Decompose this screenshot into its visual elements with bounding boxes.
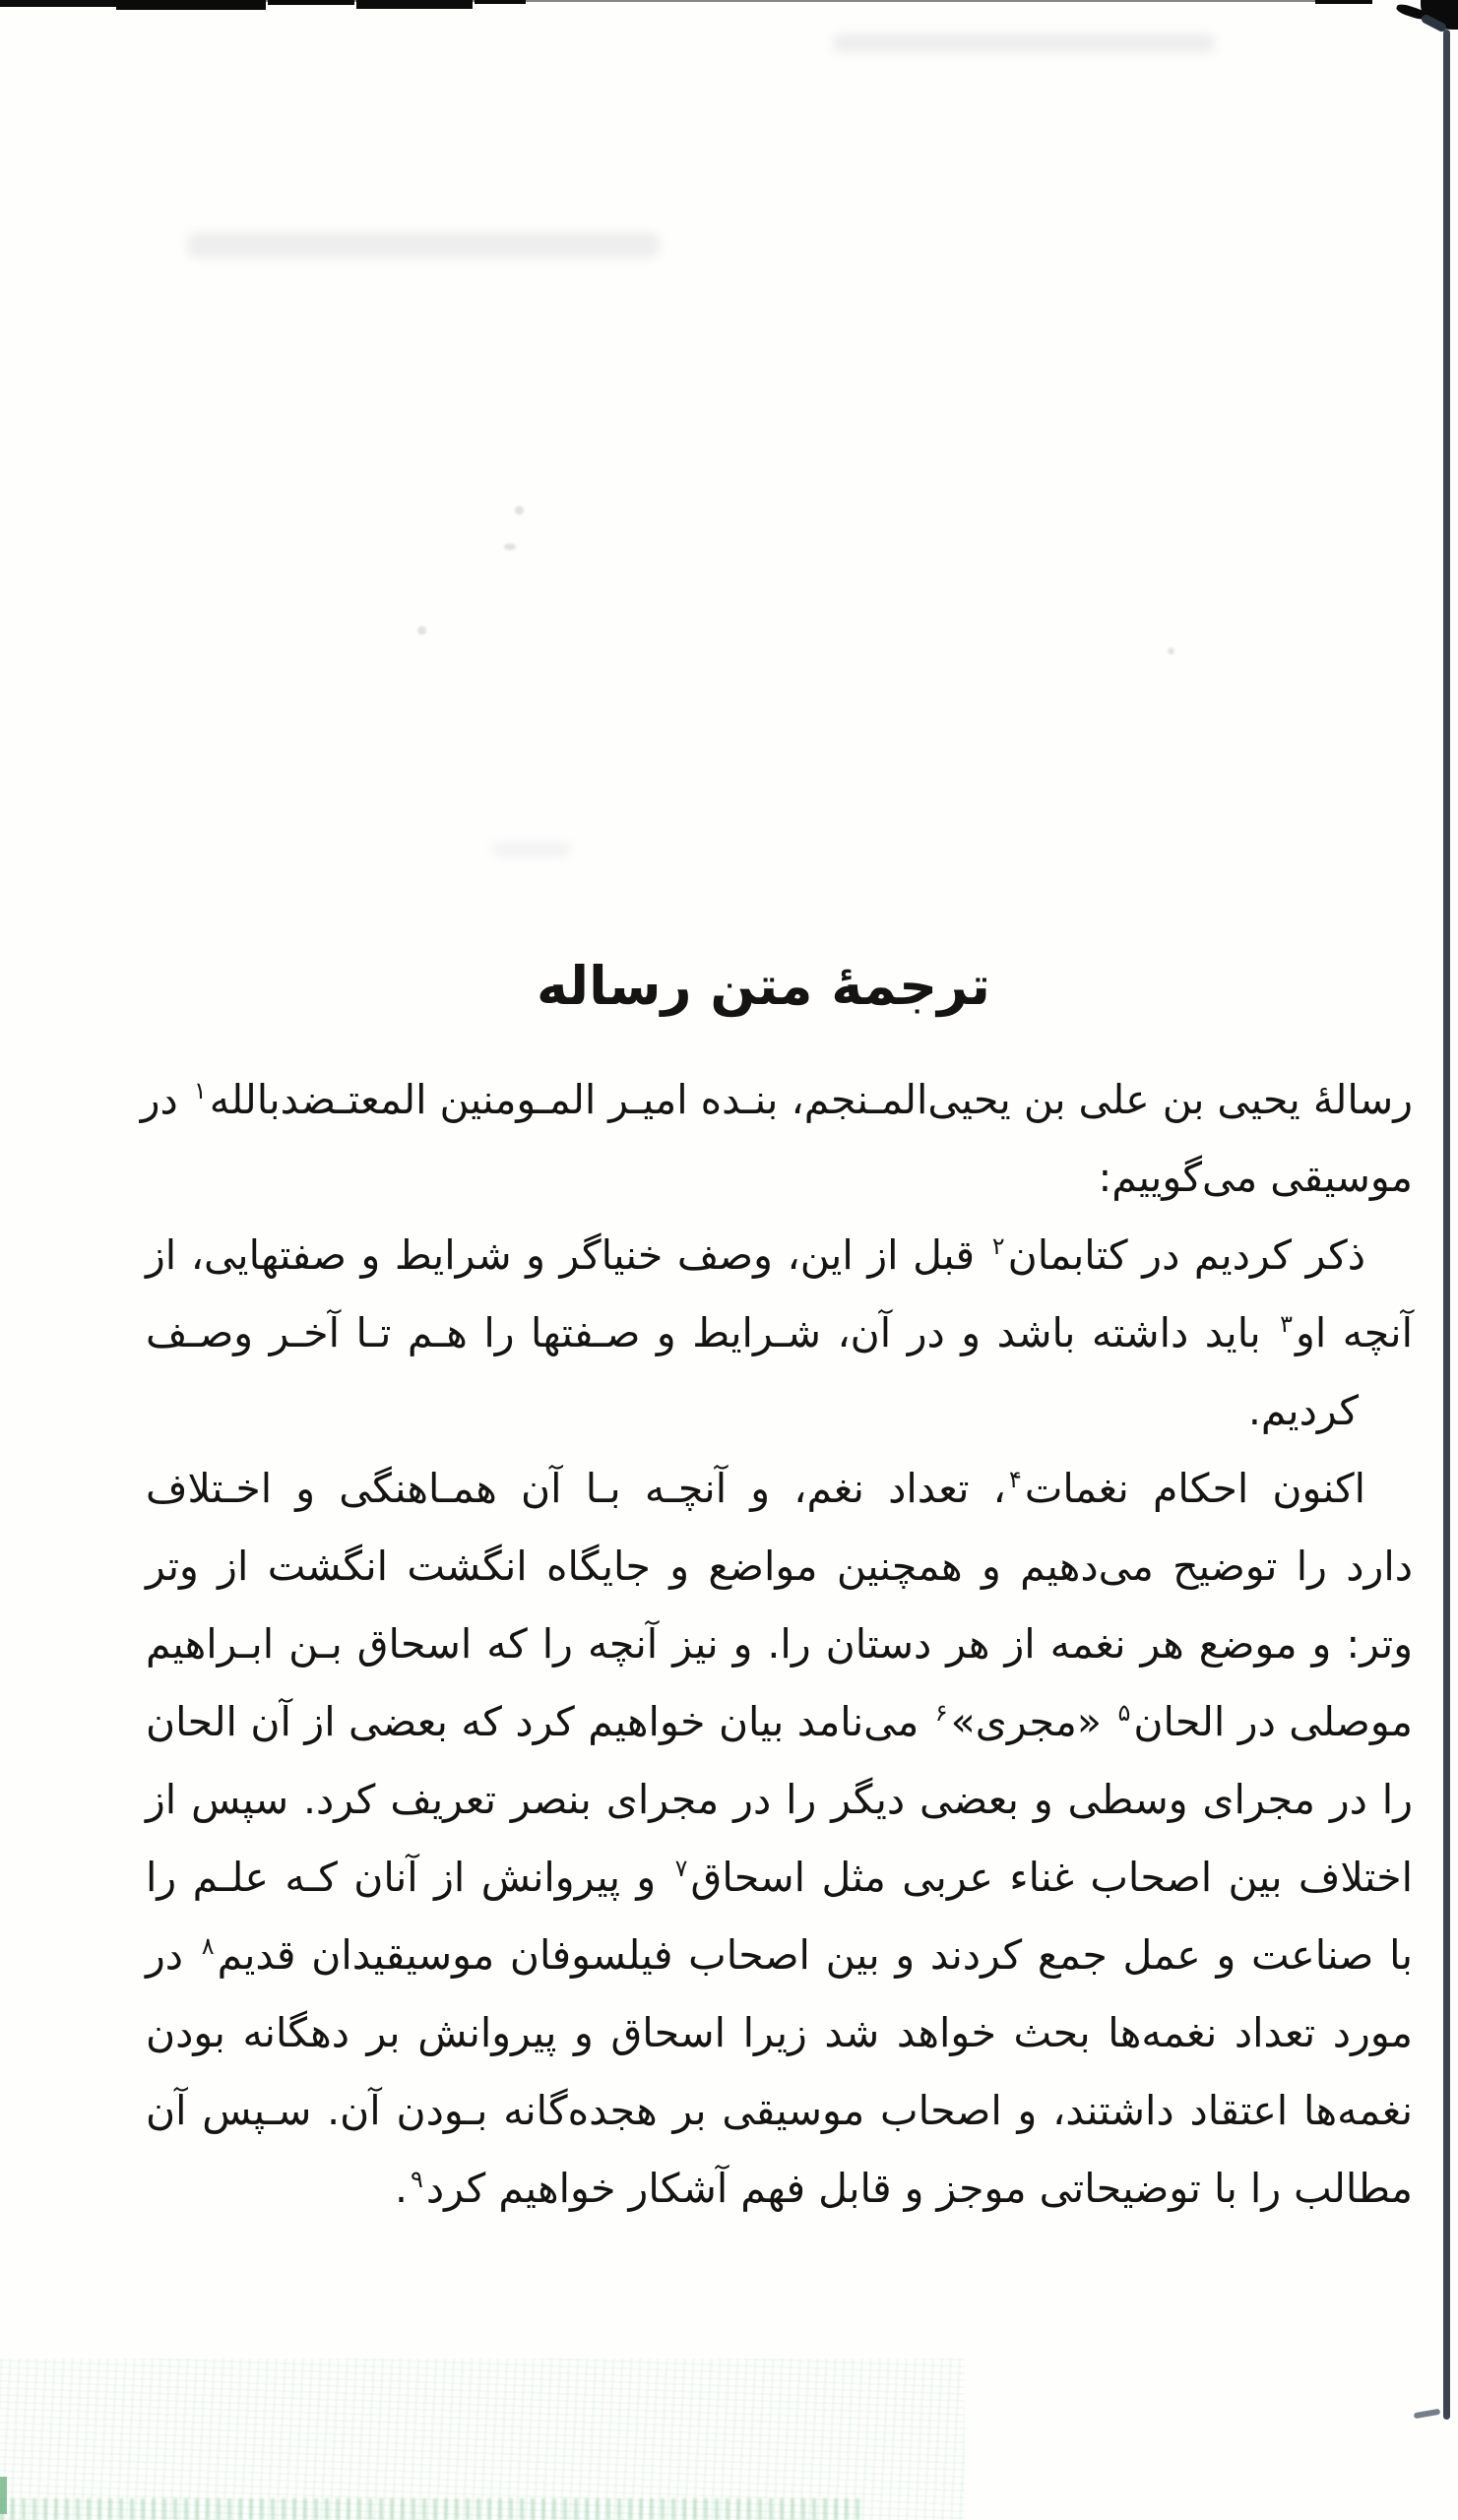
scan-artifact-top-edge xyxy=(116,0,266,10)
footnote-marker: ۸ xyxy=(201,1932,215,1961)
scan-artifact-green-noise xyxy=(0,2498,866,2520)
scan-artifact-corner-blob xyxy=(1395,2,1428,21)
text-line: موصلی در الحان$^۵$ «مجری»$^۶$ می‌نامد بیان خواهیم کرد که بعضی از آن الحان xyxy=(146,1698,1413,1745)
text-line: دارد را توضیح می‌دهیم و همچنین مواضع و جایگاه انگشت انگشت از وتر xyxy=(146,1543,1413,1590)
text-body xyxy=(140,1061,1413,2228)
scan-artifact-page-edge-line xyxy=(1414,2409,1441,2420)
text-line: با صناعت و عمل جمع کردند و بین اصحاب فیلسوفان موسیقیدان قدیم$^۸$ در xyxy=(146,1931,1413,1979)
footnote-marker: ۷ xyxy=(674,1855,688,1883)
scan-artifact-top-edge xyxy=(1315,0,1372,4)
text-line: وتر: و موضع هر نغمه از هر دستان را. و نیز آنچه را که اسحاق بـن ابـراهیم xyxy=(146,1620,1413,1668)
footnote-marker: ۵ xyxy=(1117,1699,1131,1728)
scan-artifact-top-hairline xyxy=(0,0,1370,2)
text-line: اکنون احکام نغمات$^۴$، تعداد نغم، و آنچـه بـا آن همـاهنگی و اخـتلاف xyxy=(146,1465,1365,1512)
scan-artifact-speck xyxy=(1168,648,1174,655)
footnote-marker: ۶ xyxy=(934,1699,948,1728)
text-line: اختلاف بین اصحاب غناء عربی مثل اسحاق$^۷$ و پیروانش از آنان کـه علـم را xyxy=(146,1854,1413,1901)
text-line: رسالهٔ یحیی بن علی بن یحیی‌المـنجم، بنـده امیـر المـومنین المعتـضدبالله$^۱$ در xyxy=(140,1076,1413,1123)
page-title: ترجمهٔ متن رساله xyxy=(537,955,990,1017)
scan-artifact-page-edge-line xyxy=(1420,13,1447,32)
scan-artifact-top-edge xyxy=(475,0,526,4)
scan-artifact-top-edge xyxy=(268,0,354,5)
scan-artifact-speck xyxy=(515,506,524,515)
footnote-marker: ۱ xyxy=(193,1077,207,1105)
footnote-marker: ۹ xyxy=(411,2166,423,2194)
footnote-marker: ۴ xyxy=(1008,1466,1022,1494)
scan-artifact-speck xyxy=(504,543,516,550)
scan-artifact-speck xyxy=(417,626,426,635)
footnote-marker: ۲ xyxy=(991,1232,1005,1261)
scan-artifact-top-edge xyxy=(0,0,116,7)
text-line: مطالب را با توضیحاتی موجز و قابل فهم آشکار خواهیم کرد$^۹$. xyxy=(394,2165,1413,2212)
scan-artifact-bleedthrough xyxy=(492,842,571,857)
scan-artifact-page-edge-line xyxy=(1443,30,1450,2420)
scan-artifact-bleedthrough xyxy=(832,33,1216,53)
scan-artifact-corner-blob xyxy=(1421,0,1458,30)
text-line: نغمه‌ها اعتقاد داشتند، و اصحاب موسیقی بر هجده‌گانه بـودن آن. سـپس آن xyxy=(146,2087,1413,2134)
scan-artifact-green-noise xyxy=(0,2477,7,2514)
text-line: را در مجرای وسطی و بعضی دیگر را در مجرای بنصر تعریف کرد. سپس از xyxy=(146,1776,1413,1823)
text-line: موسیقی می‌گوییم: xyxy=(1098,1154,1413,1201)
scan-artifact-bleedthrough xyxy=(187,232,660,258)
text-line: مورد تعداد نغمه‌ها بحث خواهد شد زیرا اسحاق و پیروانش بر دهگانه بودن xyxy=(146,2009,1413,2056)
text-line: ذکر کردیم در کتابمان$^۲$ قبل از این، وصف خنیاگر و شرایط و صفتهایی، از xyxy=(146,1231,1365,1279)
text-line: آنچه او$^۳$ باید داشته باشد و در آن، شـرایط و صـفتها را هـم تـا آخـر وصـف xyxy=(146,1309,1413,1356)
text-line: کردیم. xyxy=(1247,1387,1359,1434)
footnote-marker: ۳ xyxy=(1280,1310,1294,1339)
scan-artifact-green-noise xyxy=(0,2359,965,2520)
scan-artifact-top-edge xyxy=(356,0,473,9)
